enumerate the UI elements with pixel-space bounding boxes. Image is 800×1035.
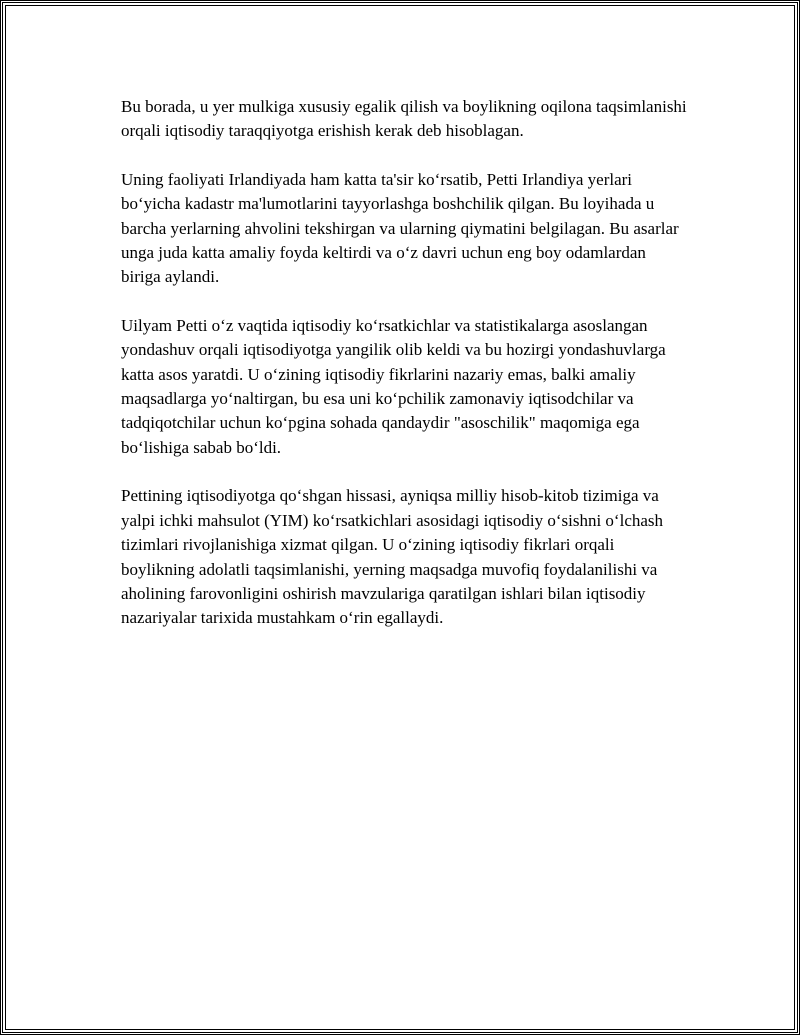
paragraph-4: Pettining iqtisodiyotga qoʻshgan hissasi, ayniqsa milliy hisob-kitob tizimiga va yalpi ichki mahsulot (YIM) koʻrsatkichlari asosidagi iqtisodiy oʻsishni oʻlchash tizimlari rivojlanishiga xizmat qilgan. U oʻzining iqtisodiy fikrlari orqali boylikning adolatli taqsimlanishi, yerning maqsadga muvofiq foydalanilishi va aholining farovonligini oshirish mavzulariga qaratilgan ishlari bilan iqtisodiy nazariyalar tarixida mustahkam oʻrin egallaydi.: [121, 486, 664, 628]
document-body: [121, 95, 687, 655]
paragraph-2: Uning faoliyati Irlandiyada ham katta ta'sir koʻrsatib, Petti Irlandiya yerlari boʻyicha kadastr ma'lumotlarini tayyorlashga boshchilik qilgan. Bu loyihada u barcha yerlarning ahvolini tekshirgan va ularning qiymatini belgilagan. Bu asarlar unga juda katta amaliy foyda keltirdi va oʻz davri uchun eng boy odamlardan biriga aylandi.: [121, 169, 679, 287]
paragraph-3: Uilyam Petti oʻz vaqtida iqtisodiy koʻrsatkichlar va statistikalarga asoslangan yondashuv orqali iqtisodiyotga yangilik olib keldi va bu hozirgi yondashuvlarga katta asos yaratdi. U oʻzining iqtisodiy fikrlarini nazariy emas, balki amaliy maqsadlarga yoʻnaltirgan, bu esa uni koʻpchilik zamonaviy iqtisodchilar va tadqiqotchilar uchun koʻpgina sohada qandaydir "asoschilik" maqomiga ega boʻlishiga sabab boʻldi.: [121, 315, 666, 457]
paragraph-1: Bu borada, u yer mulkiga xususiy egalik qilish va boylikning oqilona taqsimlanishi orqali iqtisodiy taraqqiyotga erishish kerak deb hisoblagan.: [121, 97, 687, 141]
